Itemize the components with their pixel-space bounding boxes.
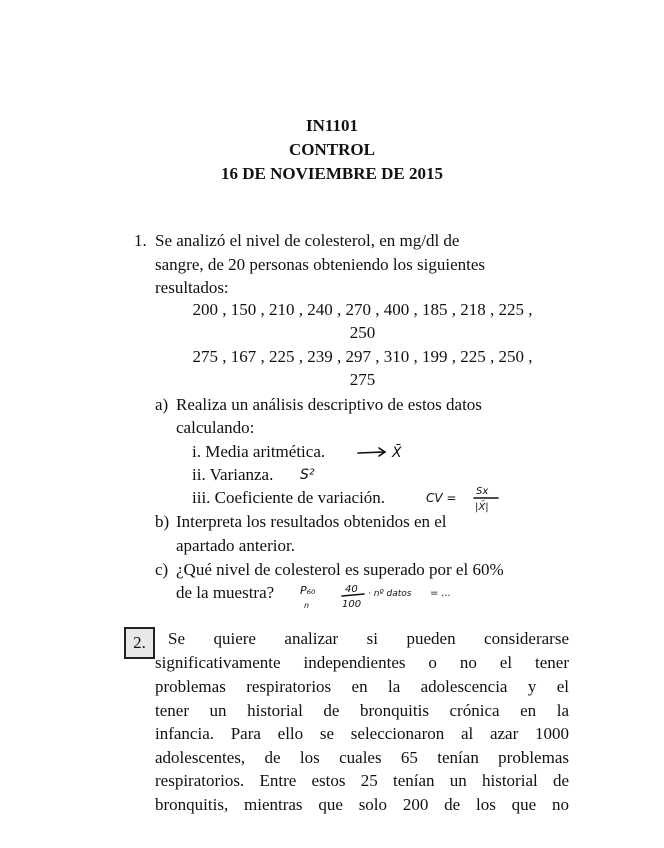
handwritten-p-sub: n [304,601,310,610]
q1a-item-variance: ii. Varianza. [192,465,274,484]
q1b-text-line: apartado anterior. [176,536,295,555]
handwritten-arrow-xbar [356,442,416,462]
q1a-item-mean: i. Media aritmética. [192,442,326,461]
q1c-text-line: de la muestra? [176,583,275,602]
q1-text-line: Se analizó el nivel de colesterol, en mg/dl de [155,231,460,250]
handwritten-frac-num: 40 [345,584,358,595]
exam-type: CONTROL [289,140,375,159]
q1a-text-line: Realiza un análisis descriptivo de estos datos [176,395,482,414]
q1-data-row-cont: 275 [349,370,376,389]
course-code: IN1101 [306,116,358,135]
exam-header [0,114,664,186]
handwritten-cv-den: |X̄| [475,502,489,513]
q1a-text-line: calculando: [176,418,255,437]
q1c-label: c) [155,560,169,579]
q1-data-row: 200 , 150 , 210 , 240 , 270 , 400 , 185 , 218 , 225 , [192,300,533,319]
handwritten-cv-num: Sx [476,486,489,497]
handwritten-cv-formula [424,482,514,514]
handwritten-ndatos: · nº datos [368,589,412,599]
handwritten-xbar: X̄ [392,445,402,461]
handwritten-frac-den: 100 [342,599,362,610]
handwritten-percentile-note [298,580,488,612]
q1b-text-line: Interpreta los resultados obtenidos en el [176,512,447,531]
q1-data-row-cont: 250 [349,323,376,342]
q1-text-line: sangre, de 20 personas obteniendo los siguientes [155,255,486,274]
q1-data-row: 275 , 167 , 225 , 239 , 297 , 310 , 199 , 225 , 250 , [192,347,533,366]
q2-text-line: infancia. Para ello se seleccionaron al azar 1000 [155,724,569,743]
handwritten-dots: = ... [430,588,452,599]
q2-text-line: significativamente independientes o no el tener [155,653,569,672]
q1b-label: b) [155,512,170,531]
q2-text-line: tener un historial de bronquitis crónica en la [155,701,569,720]
exam-date: 16 DE NOVIEMBRE DE 2015 [221,164,443,183]
q2-text-line: problemas respiratorios en la adolescencia y el [155,677,569,696]
q1a-item-cv: iii. Coeficiente de variación. [192,488,386,507]
handwritten-s2 [298,464,328,484]
q1-number: 1. [134,231,147,250]
handwritten-cv-lhs: CV = [426,491,457,505]
q2-number-box: 2. [124,627,155,659]
q1c-text-line: ¿Qué nivel de colesterol es superado por el 60% [176,560,504,579]
q2-text-line: respiratorios. Entre estos 25 tenían un historial de [155,771,569,790]
q2-text-line: bronquitis, mientras que solo 200 de los que no [155,795,569,814]
svg-text:S²: S² [300,467,315,483]
handwritten-p60: P₆₀ [300,584,316,597]
q2-text-line: adolescentes, de los cuales 65 tenían problemas [155,748,569,767]
q1a-label: a) [155,395,169,414]
q1-text-line: resultados: [155,278,229,297]
q2-text-line: Se quiere analizar si pueden considerarse [168,629,569,648]
